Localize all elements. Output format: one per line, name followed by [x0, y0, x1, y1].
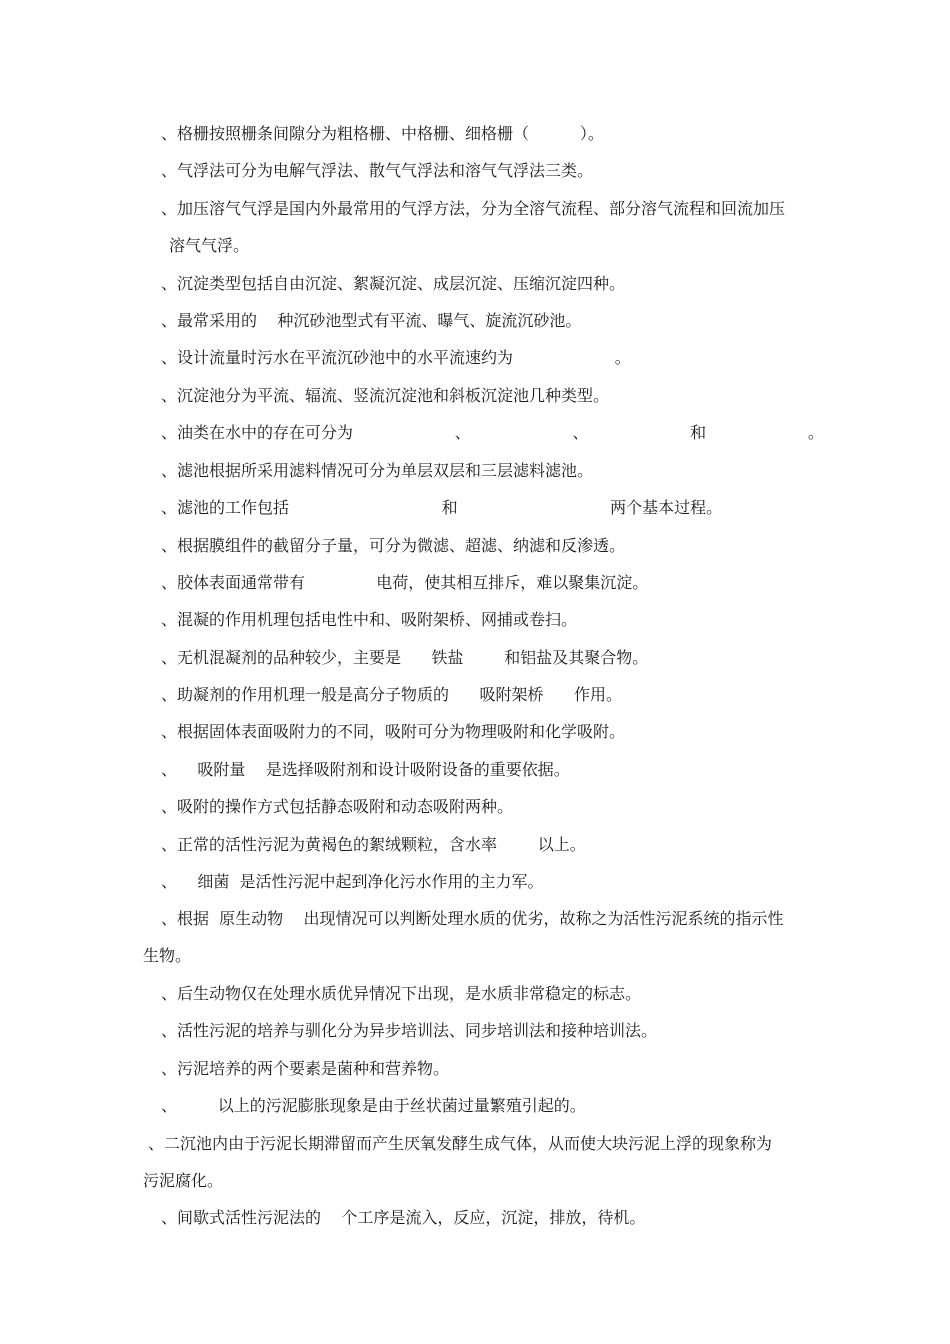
text-line: 、根据固体表面吸附力的不同，吸附可分为物理吸附和化学吸附。 [161, 722, 626, 741]
text-line: 、气浮法可分为电解气浮法、散气气浮法和溶气气浮法三类。 [161, 161, 594, 180]
text-line: 、后生动物仅在处理水质优异情况下出现，是水质非常稳定的标志。 [161, 984, 642, 1003]
text-line: 、滤池的工作包括 和 两个基本过程。 [161, 498, 723, 517]
text-line: 、胶体表面通常带有 电荷，使其相互排斥，难以聚集沉淀。 [161, 573, 649, 592]
text-line: 、沉淀类型包括自由沉淀、絮凝沉淀、成层沉淀、压缩沉淀四种。 [161, 274, 626, 293]
text-line: 、沉淀池分为平流、辐流、竖流沉淀池和斜板沉淀池几种类型。 [161, 386, 610, 405]
text-line: 、污泥培养的两个要素是菌种和营养物。 [161, 1059, 450, 1078]
text-line: 、加压溶气气浮是国内外最常用的气浮方法，分为全溶气流程、部分溶气流程和回流加压 [161, 199, 786, 218]
text-line: 、 吸附量 是选择吸附剂和设计吸附设备的重要依据。 [161, 760, 570, 779]
text-line: 、活性污泥的培养与驯化分为异步培训法、同步培训法和接种培训法。 [161, 1021, 658, 1040]
text-line: 溶气气浮。 [169, 236, 250, 255]
text-line: 、设计流量时污水在平流沉砂池中的水平流速约为 。 [161, 348, 631, 367]
text-line: 、根据膜组件的截留分子量，可分为微滤、超滤、纳滤和反渗透。 [161, 536, 626, 555]
text-line: 、间歇式活性污泥法的 个工序是流入，反应，沉淀，排放，待机。 [161, 1208, 646, 1227]
text-line: 、助凝剂的作用机理一般是高分子物质的 吸附架桥 作用。 [161, 685, 623, 704]
text-line: 、根据 原生动物 出现情况可以判断处理水质的优劣，故称之为活性污泥系统的指示性 [161, 909, 784, 928]
text-line: 、 细菌 是活性污泥中起到净化污水作用的主力军。 [161, 872, 544, 891]
text-line: 、 以上的污泥膨胀现象是由于丝状菌过量繁殖引起的。 [161, 1096, 586, 1115]
text-line: 、混凝的作用机理包括电性中和、吸附架桥、网捕或卷扫。 [161, 610, 578, 629]
text-line: 、格栅按照栅条间隙分为粗格栅、中格栅、细格栅（ ）。 [161, 124, 604, 143]
text-line: 、滤池根据所采用滤料情况可分为单层双层和三层滤料滤池。 [161, 461, 594, 480]
text-line: 、二沉池内由于污泥长期滞留而产生厌氧发酵生成气体，从而使大块污泥上浮的现象称为 [148, 1134, 773, 1153]
text-line: 、最常采用的 种沉砂池型式有平流、曝气、旋流沉砂池。 [161, 311, 582, 330]
text-line: 、正常的活性污泥为黄褐色的絮绒颗粒，含水率 以上。 [161, 835, 586, 854]
text-line: 、吸附的操作方式包括静态吸附和动态吸附两种。 [161, 797, 514, 816]
text-line: 、油类在水中的存在可分为 、 、 和 。 [161, 423, 824, 442]
text-line: 污泥腐化。 [143, 1171, 224, 1190]
text-line: 生物。 [143, 946, 192, 965]
text-line: 、无机混凝剂的品种较少，主要是 铁盐 和铝盐及其聚合物。 [161, 648, 649, 667]
